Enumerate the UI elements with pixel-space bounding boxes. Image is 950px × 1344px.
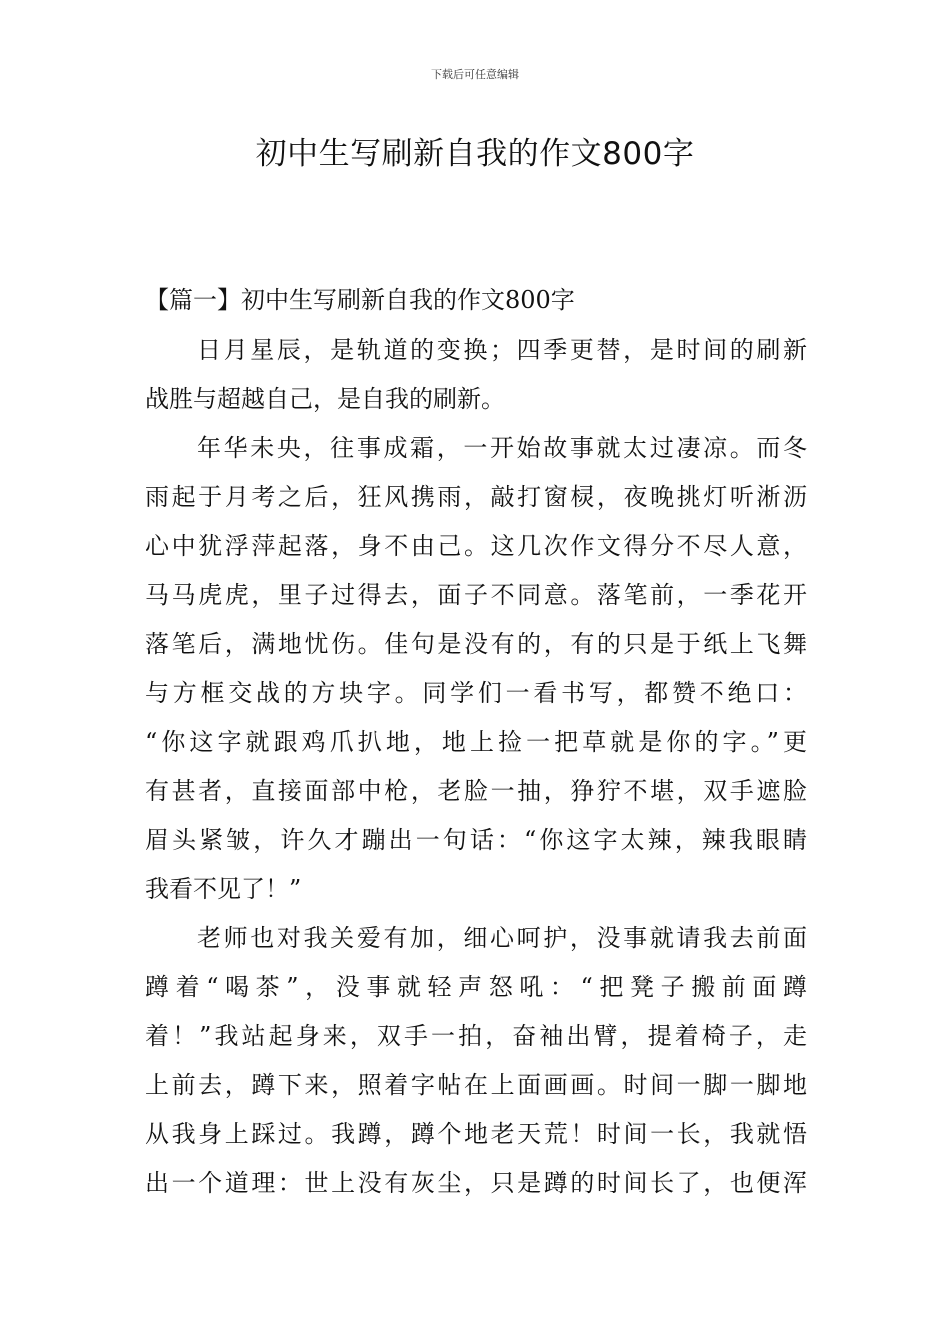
text-line: 日月星辰，是轨道的变换；四季更替，是时间的刷新 (197, 336, 807, 364)
essay-body (145, 326, 807, 1208)
text-line: 着！”我站起身来，双手一拍，奋袖出臂，提着椅子，走 (145, 1022, 807, 1050)
text-line: 从我身上踩过。我蹲，蹲个地老天荒！时间一长，我就悟 (145, 1120, 807, 1148)
paragraph (145, 914, 807, 1208)
paragraph (145, 424, 807, 914)
text-line: 出一个道理：世上没有灰尘，只是蹲的时间长了，也便浑 (145, 1169, 807, 1197)
text-line: 眉头紧皱，许久才蹦出一句话：“你这字太辣，辣我眼睛 (145, 826, 807, 854)
text-line: 蹲着“喝茶”，没事就轻声怒吼：“把凳子搬前面蹲 (145, 973, 807, 1001)
paragraph (145, 326, 807, 424)
page-title: 初中生写刷新自我的作文800字 (255, 136, 695, 172)
text-line: 我看不见了！” (145, 875, 302, 903)
text-line: 年华未央，往事成霜，一开始故事就太过凄凉。而冬 (197, 434, 807, 462)
text-line: 上前去，蹲下来，照着字帖在上面画画。时间一脚一脚地 (145, 1071, 807, 1099)
text-line: 老师也对我关爱有加，细心呵护，没事就请我去前面 (197, 924, 807, 952)
text-line: 战胜与超越自己，是自我的刷新。 (145, 385, 505, 413)
text-line: 有甚者，直接面部中枪，老脸一抽，狰狞不堪，双手遮脸 (145, 777, 807, 805)
text-line: 雨起于月考之后，狂风携雨，敲打窗棂，夜晚挑灯听淅沥 (145, 483, 807, 511)
header-note: 下载后可任意编辑 (431, 68, 519, 81)
text-line: 落笔后，满地忧伤。佳句是没有的，有的只是于纸上飞舞 (145, 630, 807, 658)
text-line: “你这字就跟鸡爪扒地，地上捡一把草就是你的字。”更 (145, 728, 807, 756)
text-line: 马马虎虎，里子过得去，面子不同意。落笔前，一季花开 (145, 581, 807, 609)
text-line: 心中犹浮萍起落，身不由己。这几次作文得分不尽人意， (145, 532, 807, 560)
text-line: 与方框交战的方块字。同学们一看书写，都赞不绝口： (145, 679, 807, 707)
section-heading: 【篇一】初中生写刷新自我的作文800字 (145, 286, 575, 314)
